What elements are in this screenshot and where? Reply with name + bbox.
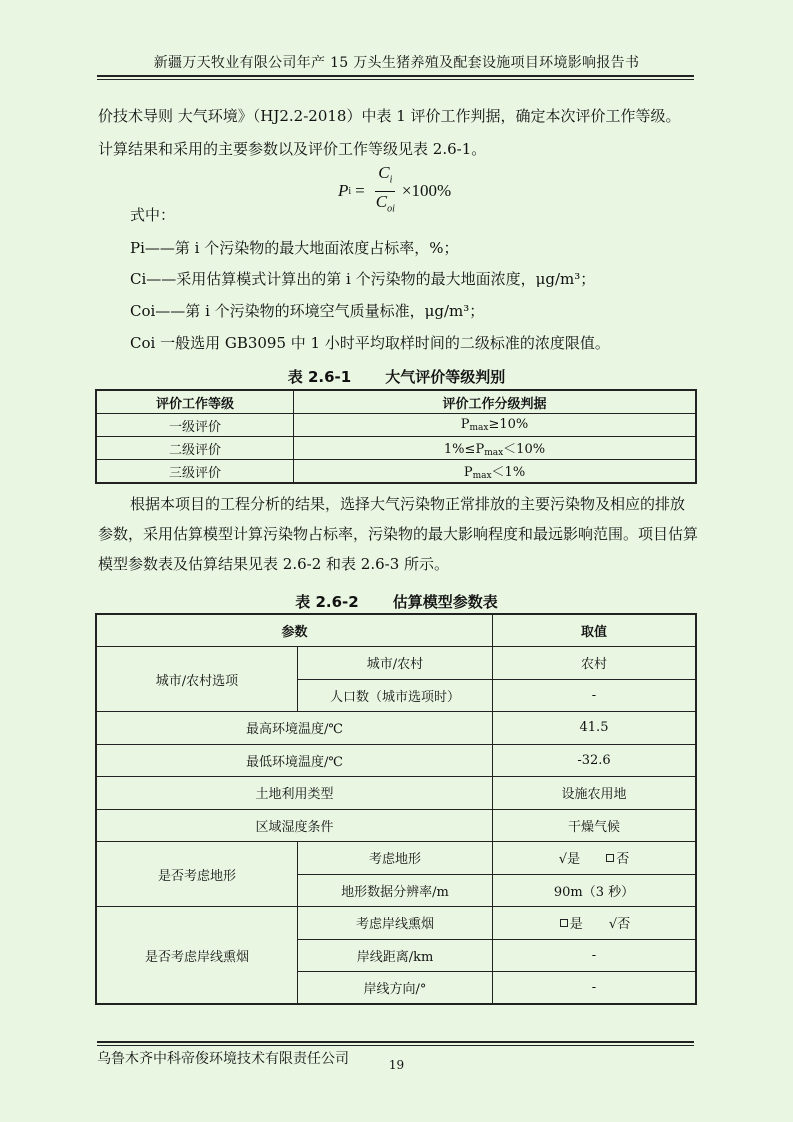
table-header-cell: 评价工作等级 (96, 390, 294, 414)
option-no: 否 (617, 917, 631, 933)
footer-rule-thin (97, 1045, 694, 1046)
criteria-cell: $P_{max}<1\%$ (294, 460, 697, 484)
value-cell (493, 907, 697, 940)
formula-times: ×100% (401, 181, 452, 200)
footer-rule-thick (97, 1041, 694, 1043)
table2-caption-title: 估算模型参数表 (392, 593, 498, 611)
param-cell: 考虑地形 (298, 842, 493, 875)
option-yes: 是 (569, 917, 583, 933)
intro-line-1: 价技术导则 大气环境》（HJ2.2-2018）中表 1 评价工作判据，确定本次评价工作等级。 (98, 107, 681, 125)
assessment-grade-table (95, 389, 697, 484)
paragraph-model-parameters: 根据本项目的工程分析的结果，选择大气污染物正常排放的主要污染物及相应的排放参数，采用估算模型计算污染物占标率，污染物的最大影响程度和最远影响范围。项目估算模型参数表及估算结果见表 2.6-2 和表 2.6-3 所示。 (98, 495, 699, 573)
grade-cell: 三级评价 (96, 460, 294, 484)
table-row (96, 777, 696, 810)
check-mark-icon: √ (608, 917, 618, 933)
value-cell: 农村 (493, 647, 697, 680)
value-cell: -32.6 (493, 744, 697, 777)
empty-checkbox-icon (560, 919, 568, 927)
table-row (96, 437, 696, 460)
param-cell: 地形数据分辨率/m (298, 874, 493, 907)
table2-caption-number: 表 2.6-2 (295, 593, 359, 611)
group-cell: 是否考虑地形 (96, 842, 298, 907)
definition-coi: Coi——第 i 个污染物的环境空气质量标准，μg/m³； (130, 302, 485, 320)
table2-caption (0, 591, 793, 612)
param-cell: 最低环境温度/℃ (96, 744, 493, 777)
option-yes: 是 (567, 852, 581, 868)
param-cell: 岸线方向/° (298, 972, 493, 1005)
value-cell: 41.5 (493, 712, 697, 745)
grade-cell: 一级评价 (96, 414, 294, 437)
table-header-row (96, 390, 696, 414)
option-no: 否 (616, 852, 630, 868)
value-cell: - (493, 679, 697, 712)
param-cell: 最高环境温度/℃ (96, 712, 493, 745)
page-number: 19 (388, 1058, 405, 1072)
value-cell: - (493, 972, 697, 1005)
value-cell: 干燥气候 (493, 809, 697, 842)
table-row (96, 809, 696, 842)
table-row (96, 712, 696, 745)
document-header-title: 新疆万天牧业有限公司年产 15 万头生猪养殖及配套设施项目环境影响报告书 (153, 55, 640, 71)
param-cell: 岸线距离/km (298, 939, 493, 972)
table-header-cell: 取值 (493, 614, 697, 647)
empty-checkbox-icon (606, 854, 614, 862)
table-header-cell: 参数 (96, 614, 493, 647)
formula-numerator: $C_i$ (375, 163, 395, 191)
table-row (96, 414, 696, 437)
formula-lhs-sub: i (348, 185, 352, 197)
model-parameter-table (95, 613, 697, 1005)
table1-caption (0, 366, 793, 387)
formula-lhs: P (338, 181, 349, 200)
table-row (96, 744, 696, 777)
value-cell: 90m（3 秒） (493, 874, 697, 907)
table-row (96, 842, 696, 875)
header-rule-thin (97, 79, 694, 80)
param-cell: 区域湿度条件 (96, 809, 493, 842)
table-row (96, 907, 696, 940)
value-cell (493, 842, 697, 875)
param-cell: 城市/农村 (298, 647, 493, 680)
value-cell: - (493, 939, 697, 972)
table-header-cell: 评价工作分级判据 (294, 390, 697, 414)
group-cell: 城市/农村选项 (96, 647, 298, 712)
header-rule-thick (97, 75, 694, 77)
table-row (96, 460, 696, 484)
definition-ci: Ci——采用估算模式计算出的第 i 个污染物的最大地面浓度，μg/m³； (130, 270, 596, 288)
table1-caption-number: 表 2.6-1 (287, 368, 352, 386)
table1-caption-title: 大气评价等级判别 (385, 368, 506, 386)
grade-cell: 二级评价 (96, 437, 294, 460)
table-header-row (96, 614, 696, 647)
check-mark-icon: √ (558, 852, 568, 868)
footer-company: 乌鲁木齐中科帝俊环境技术有限责任公司 (97, 1051, 349, 1067)
param-cell: 人口数（城市选项时） (298, 679, 493, 712)
definition-coi-note: Coi 一般选用 GB3095 中 1 小时平均取样时间的二级标准的浓度限值。 (130, 334, 610, 352)
value-cell: 设施农用地 (493, 777, 697, 810)
where-label: 式中： (130, 206, 176, 224)
intro-line-2: 计算结果和采用的主要参数以及评价工作等级见表 2.6-1。 (98, 140, 487, 158)
param-cell: 考虑岸线熏烟 (298, 907, 493, 940)
table-row (96, 647, 696, 680)
param-cell: 土地利用类型 (96, 777, 493, 810)
definition-pi: Pi——第 i 个污染物的最大地面浓度占标率，%； (130, 239, 459, 257)
formula-denominator: $C_{oi}$ (375, 191, 395, 214)
criteria-cell: $P_{max}\ge 10\%$ (294, 414, 697, 437)
formula-equals: = (355, 181, 365, 200)
group-cell: 是否考虑岸线熏烟 (96, 907, 298, 1005)
criteria-cell: $1\%\le P_{max}<10\%$ (294, 437, 697, 460)
